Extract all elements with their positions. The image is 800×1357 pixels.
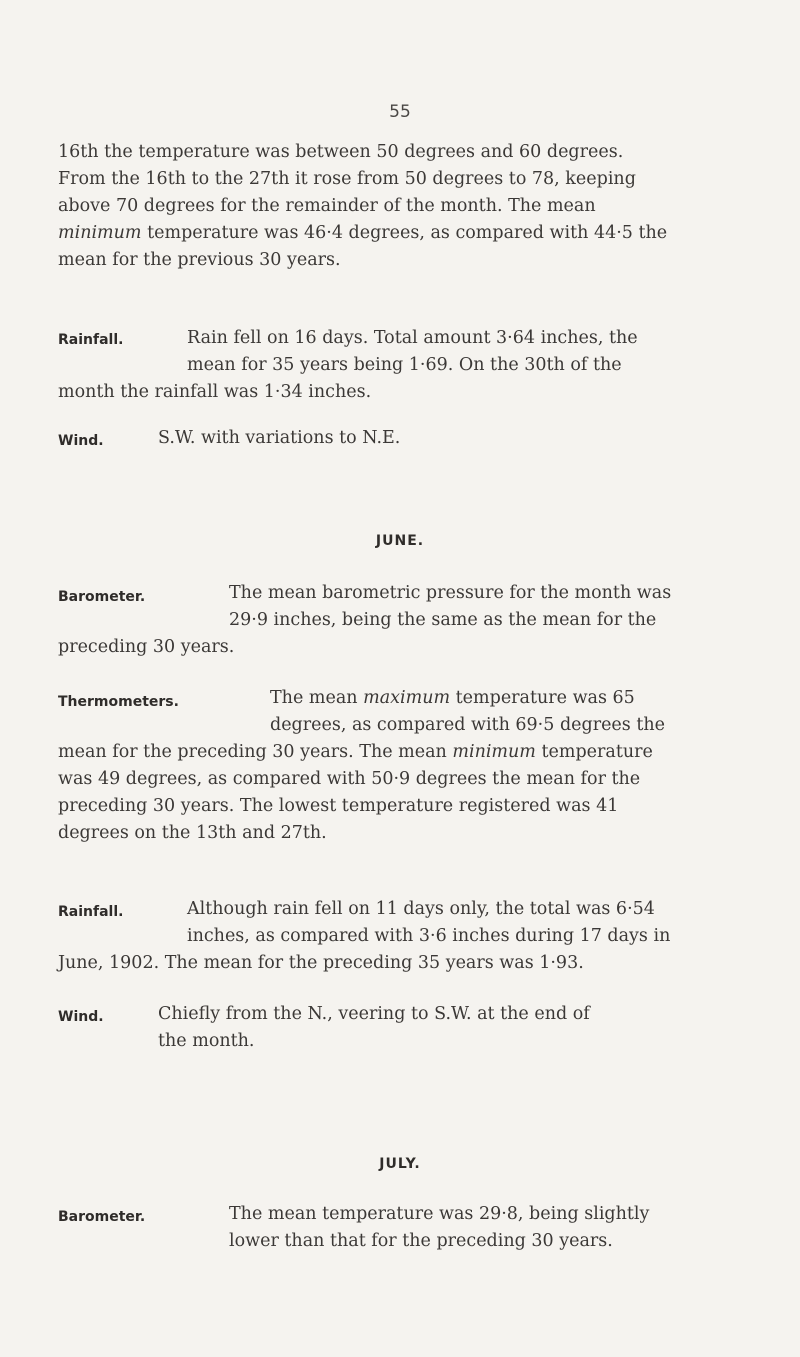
text-fragment: temperature — [541, 742, 653, 762]
italic-word: minimum — [452, 742, 536, 762]
section-label: Thermometers. — [58, 694, 179, 710]
text-line: mean for 35 years being 1·69. On the 30th of the — [187, 355, 622, 375]
text-fragment: temperature was 46·4 degrees, as compared with 44·5 the — [147, 223, 668, 243]
section-label: Barometer. — [58, 589, 146, 605]
text-line: The mean barometric pressure for the month was — [229, 583, 672, 603]
text-line — [58, 742, 653, 762]
text-line: lower than that for the preceding 30 years. — [229, 1231, 613, 1251]
june-heading: JUNE. — [375, 533, 425, 549]
text-line: 29·9 inches, being the same as the mean for the — [229, 610, 657, 630]
section-label: Rainfall. — [58, 904, 124, 920]
text-line: Although rain fell on 11 days only, the total was 6·54 — [187, 899, 655, 919]
text-fragment: temperature was 65 — [455, 688, 635, 708]
text-line: From the 16th to the 27th it rose from 50 degrees to 78, keeping — [58, 169, 636, 189]
section-label: Barometer. — [58, 1209, 146, 1225]
text-line: preceding 30 years. The lowest temperature registered was 41 — [58, 796, 619, 816]
text-line: June, 1902. The mean for the preceding 35 years was 1·93. — [58, 953, 584, 973]
text-line — [270, 688, 635, 708]
text-line: degrees on the 13th and 27th. — [58, 823, 327, 843]
text-line: Rain fell on 16 days. Total amount 3·64 inches, the — [187, 328, 638, 348]
text-line: mean for the previous 30 years. — [58, 250, 341, 270]
text-line: preceding 30 years. — [58, 637, 235, 657]
text-line: inches, as compared with 3·6 inches during 17 days in — [187, 926, 671, 946]
italic-word: maximum — [363, 688, 451, 708]
text-line: month the rainfall was 1·34 inches. — [58, 382, 372, 402]
text-line: S.W. with variations to N.E. — [158, 428, 401, 448]
text-line — [58, 223, 667, 243]
text-line: degrees, as compared with 69·5 degrees the — [270, 715, 665, 735]
section-label: Rainfall. — [58, 332, 124, 348]
section-label: Wind. — [58, 1009, 104, 1025]
text-fragment: The mean — [270, 688, 358, 708]
text-line: was 49 degrees, as compared with 50·9 degrees the mean for the — [58, 769, 641, 789]
text-line: 16th the temperature was between 50 degrees and 60 degrees. — [58, 142, 624, 162]
italic-word: minimum — [58, 223, 142, 243]
page-number: 55 — [389, 102, 411, 122]
text-line: the month. — [158, 1031, 255, 1051]
july-heading: JULY. — [379, 1156, 421, 1172]
text-line: The mean temperature was 29·8, being slightly — [229, 1204, 650, 1224]
text-line: Chiefly from the N., veering to S.W. at the end of — [158, 1004, 590, 1024]
section-label: Wind. — [58, 433, 104, 449]
text-fragment: mean for the preceding 30 years. The mean — [58, 742, 447, 762]
text-line: above 70 degrees for the remainder of the month. The mean — [58, 196, 596, 216]
